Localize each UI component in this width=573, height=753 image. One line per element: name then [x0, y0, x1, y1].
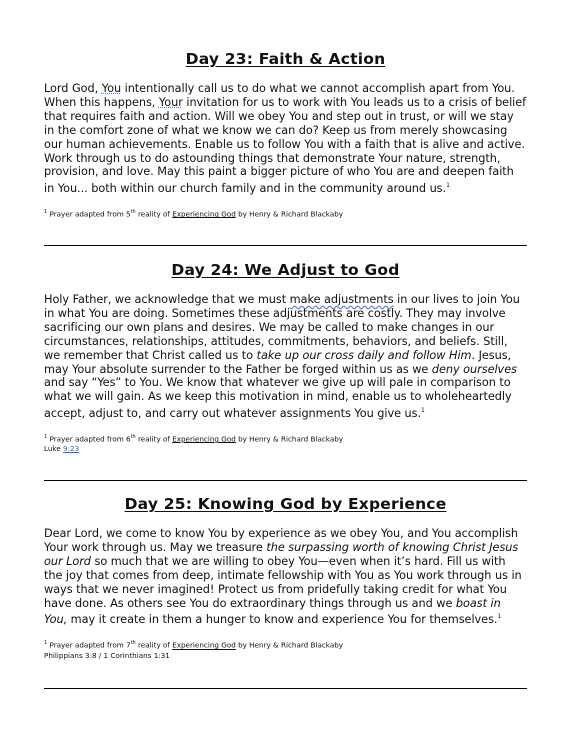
day-25-text-3: may it create in them a hunger to know and experience You for themselves.	[67, 613, 498, 627]
day-24-text-3: . Jesus, may Your absolute surrender to the Father be forged within us as we	[44, 348, 512, 376]
day-25-prayer	[44, 527, 527, 627]
day-24-footnote	[44, 432, 527, 454]
day-23-note-mid: reality of	[135, 209, 173, 219]
day-23-note-sup: th	[130, 209, 136, 216]
day-23-your-word: Your	[158, 95, 183, 109]
day-24-scripture-link[interactable]: 9:23	[63, 444, 80, 454]
day-25-text-2: so much that we are willing to obey You—even when it’s hard. Fill us with the joy that comes from deep, intimate fellowship with You as You work through us in ways that we never imagined! Protect us from pridefully taking credit for what You have done. As others see You do extraordinary things through us and we	[44, 554, 522, 610]
day-23-title: Day 23: Faith & Action	[185, 50, 386, 68]
day-23-section	[44, 50, 527, 219]
day-24-make-adjustments: make adjustments	[289, 293, 394, 306]
day-24-text-2: in our lives to join You in what You are doing. Sometimes these adjustments are costly. They may involve sacrificing our own plans and desires. We may be called to make changes in our circumstances, relationships, attitudes, commitments, behaviors, and beliefs. Still, we remember that Christ called us to	[44, 293, 520, 362]
day-24-prayer	[44, 293, 527, 421]
day-25-note-mid: reality of	[135, 640, 173, 650]
day-23-note-post: by Henry & Richard Blackaby	[235, 209, 344, 219]
divider-3	[44, 688, 527, 689]
day-24-note-book: Experiencing God	[172, 434, 236, 444]
day-25-note-pre: Prayer adapted from 7	[49, 640, 131, 650]
day-24-note-post: by Henry & Richard Blackaby	[235, 434, 344, 444]
divider-2	[44, 480, 527, 481]
day-25-note-post: by Henry & Richard Blackaby	[235, 640, 344, 650]
day-23-text-1: Lord God,	[44, 82, 102, 95]
day-25-scripture-ref: Philippians 3:8 / 1 Corinthians 1:31	[44, 650, 170, 660]
day-25-note-sup: th	[130, 640, 136, 647]
day-24-text-1: Holy Father, we acknowledge that we must	[44, 293, 290, 306]
day-25-note-book: Experiencing God	[172, 640, 236, 650]
footnote-marker: 1	[44, 433, 48, 440]
day-23-prayer	[44, 82, 527, 196]
day-23-note-pre: Prayer adapted from 5	[49, 209, 131, 219]
day-23-text-3: invitation for us to work with You leads us to a crisis of belief that requires faith and action. Will we obey You and step out in trust, or will we stay in the comfort zone of what we know we can do? Keep us from merely showcasing our human achievements. Enable us to follow You with a faith that is alive and active. Work through us to do astounding things that demonstrate Your nature, strength, provision, and love. May this paint a bigger picture of who You are and deepen faith in You... both within our church family and in the community around us.	[44, 95, 527, 196]
day-23-you-word: You	[101, 82, 122, 95]
day-24-italic-1: take up our cross daily and follow Him	[256, 348, 472, 362]
day-23-note-book: Experiencing God	[172, 209, 236, 219]
footnote-marker: 1	[44, 640, 48, 647]
day-25-text-1: Dear Lord, we come to know You by experience as we obey You, and You accomplish Your work through us. May we treasure	[44, 527, 519, 554]
day-24-footnote-mark: 1	[421, 407, 425, 415]
divider-1	[44, 245, 527, 246]
day-24-title: Day 24: We Adjust to God	[171, 261, 400, 279]
day-24-section	[44, 261, 527, 454]
day-23-text-2: intentionally call us to do what we cannot accomplish apart from You. When this happens,	[44, 82, 515, 109]
day-25-italic-2: boast in You,	[44, 596, 501, 627]
day-23-footnote-mark: 1	[446, 182, 450, 190]
day-25-footnote-mark: 1	[497, 613, 502, 621]
day-23-footnote	[44, 207, 527, 219]
day-24-note-mid: reality of	[135, 434, 173, 444]
day-25-italic-1: the surpassing worth of knowing Christ Jesus our Lord	[44, 540, 519, 568]
day-24-italic-2: deny ourselves	[431, 362, 517, 376]
day-25-title: Day 25: Knowing God by Experience	[124, 495, 447, 513]
day-24-note-sup: th	[130, 433, 136, 440]
day-25-footnote	[44, 638, 527, 660]
day-24-note-pre: Prayer adapted from 6	[49, 434, 131, 444]
day-24-ref-pre: Luke	[44, 444, 64, 454]
day-25-section	[44, 495, 527, 661]
day-24-text-4: and say “Yes” to You. We know that whatever we give up will pale in comparison to what we will gain. As we keep this motivation in mind, enable us to wholeheartedly accept, adjust to, and carry out whatever assignments You give us.	[44, 376, 512, 421]
footnote-marker: 1	[44, 209, 48, 216]
